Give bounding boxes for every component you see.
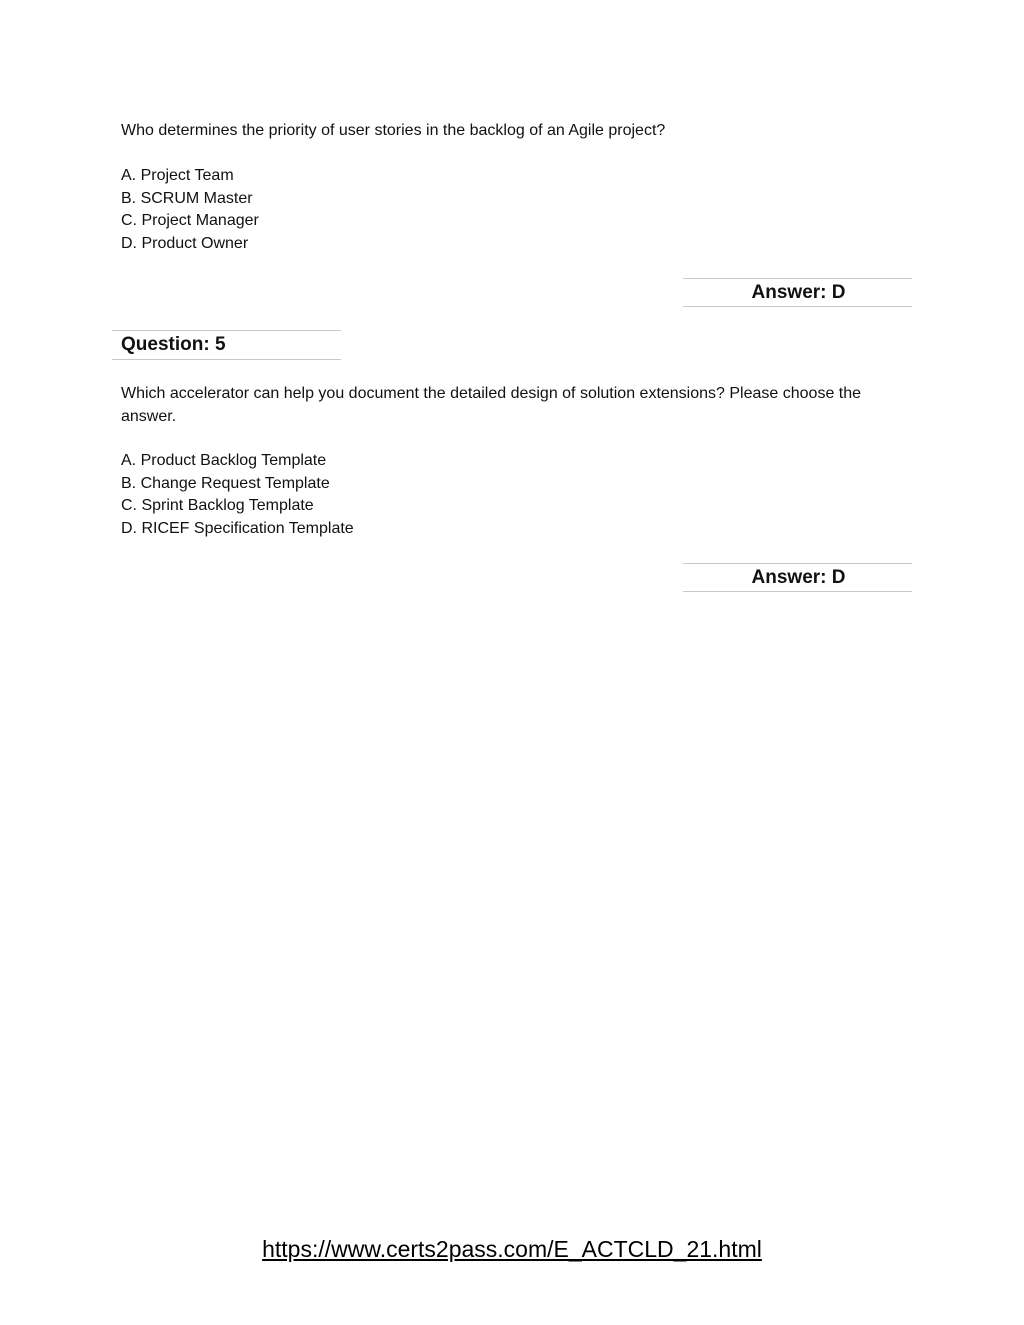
question-5-answer: Answer: D <box>683 563 912 592</box>
option-d: D. RICEF Specification Template <box>121 519 354 537</box>
question-4-text: Who determines the priority of user stories in the backlog of an Agile project? <box>121 122 666 139</box>
option-a: A. Project Team <box>121 167 234 184</box>
footer-link[interactable]: https://www.certs2pass.com/E_ACTCLD_21.html <box>262 1236 762 1262</box>
option-d: D. Product Owner <box>121 234 249 252</box>
option-c: C. Project Manager <box>121 212 259 229</box>
option-b: B. SCRUM Master <box>121 189 253 207</box>
question-4-answer: Answer: D <box>683 278 912 307</box>
question-4-options <box>121 165 259 255</box>
option-a: A. Product Backlog Template <box>121 452 327 469</box>
question-5-options <box>121 450 354 540</box>
option-b: B. Change Request Template <box>121 474 330 492</box>
question-5-header: Question: 5 <box>112 330 341 360</box>
option-c: C. Sprint Backlog Template <box>121 497 314 514</box>
question-5-text: Which accelerator can help you document the detailed design of solution extensions? Please choose the answer. <box>121 385 862 425</box>
